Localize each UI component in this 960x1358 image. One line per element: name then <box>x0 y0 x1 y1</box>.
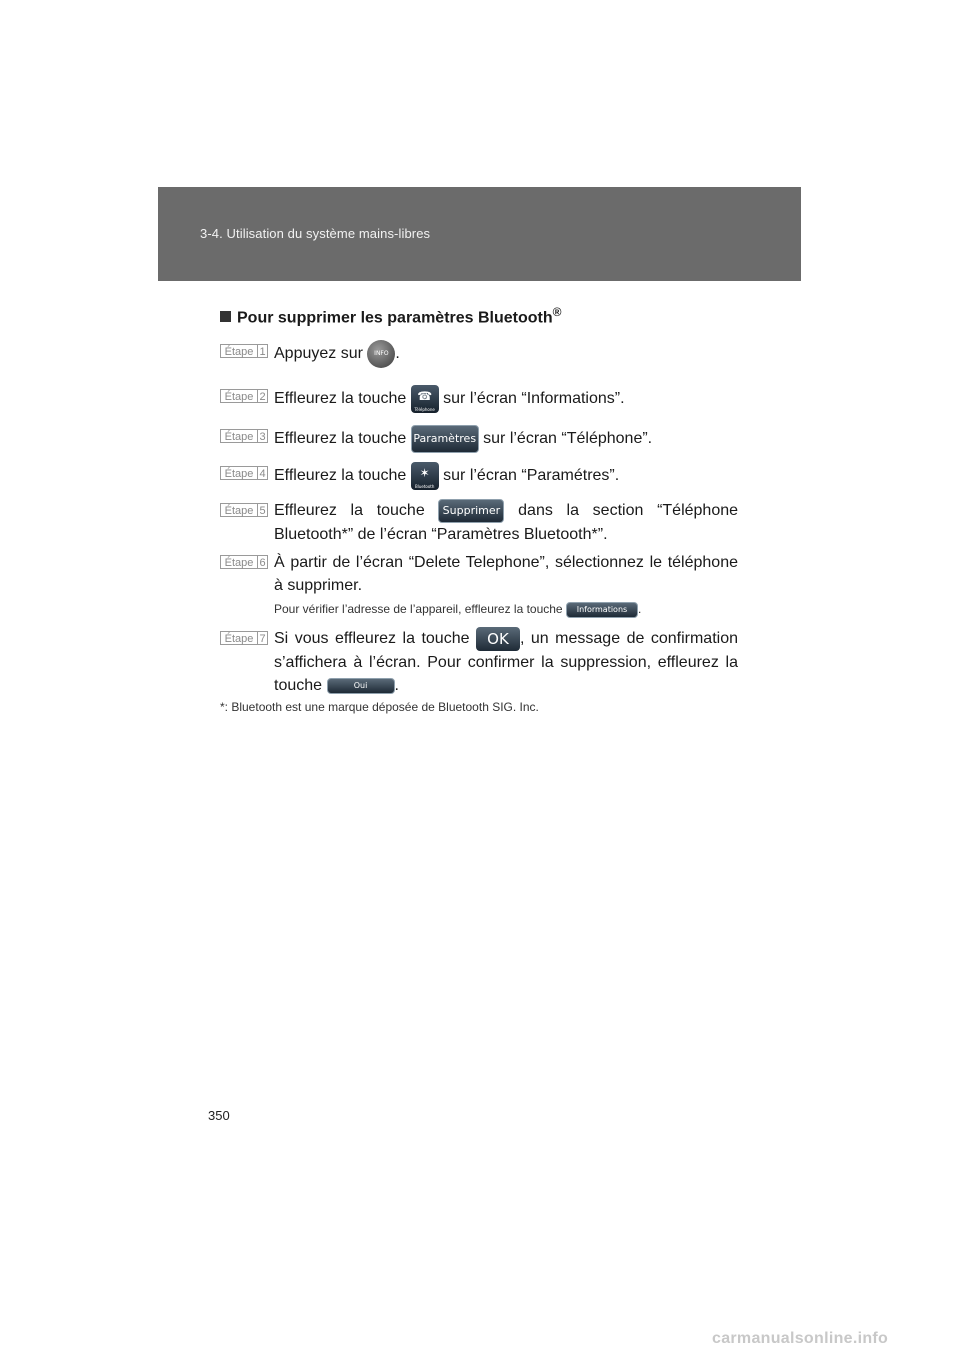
step-badge: Étape 5 <box>220 503 268 517</box>
footnote: *: Bluetooth est une marque déposée de Bluetooth SIG. Inc. <box>220 700 539 714</box>
step-text: Effleurez la touche ☎ Téléphone sur l’écran “Informations”. <box>274 385 738 413</box>
telephone-button-icon: ☎ Téléphone <box>411 385 439 413</box>
oui-button-icon: Oui <box>327 678 395 694</box>
square-bullet-icon <box>220 311 231 322</box>
ok-button-icon: OK <box>476 627 520 651</box>
step-badge: Étape 7 <box>220 631 268 645</box>
step-text: Si vous effleurez la touche OK , un message de confirmation s’affichera à l’écran. Pour confirmer la suppression, effleurez la touche Oui . <box>274 627 738 697</box>
step-text: Appuyez sur INFO . <box>274 340 738 368</box>
step-badge: Étape 2 <box>220 389 268 403</box>
step-text: À partir de l’écran “Delete Telephone”, sélectionnez le téléphone à supprimer. <box>274 554 738 594</box>
watermark: carmanualsonline.info <box>712 1330 889 1347</box>
step-badge: Étape 1 <box>220 344 268 358</box>
step-6-note: Pour vérifier l’adresse de l’appareil, effleurez la touche Informations . <box>274 602 642 617</box>
section-heading: Pour supprimer les paramètres Bluetooth® <box>220 305 561 327</box>
step-badge: Étape 3 <box>220 429 268 443</box>
step-text: Effleurez la touche Supprimer dans la section “Téléphone Bluetooth*” de l’écran “Paramètres Bluetooth*”. <box>274 499 738 546</box>
step-text: Effleurez la touche Paramètres sur l’écran “Téléphone”. <box>274 425 738 453</box>
section-title: 3-4. Utilisation du système mains-libres <box>200 226 431 241</box>
step-text: Effleurez la touche ✶ Bluetooth sur l’écran “Paramétres”. <box>274 462 738 490</box>
parametres-button-icon: Paramètres <box>411 425 479 453</box>
supprimer-button-icon: Supprimer <box>438 499 504 523</box>
bluetooth-button-icon: ✶ Bluetooth <box>411 462 439 490</box>
informations-button-icon: Informations <box>566 602 638 618</box>
step-5 <box>220 499 738 545</box>
step-badge: Étape 6 <box>220 555 268 569</box>
page-number: 350 <box>208 1108 230 1123</box>
info-button-icon: INFO <box>367 340 395 368</box>
step-badge: Étape 4 <box>220 466 268 480</box>
